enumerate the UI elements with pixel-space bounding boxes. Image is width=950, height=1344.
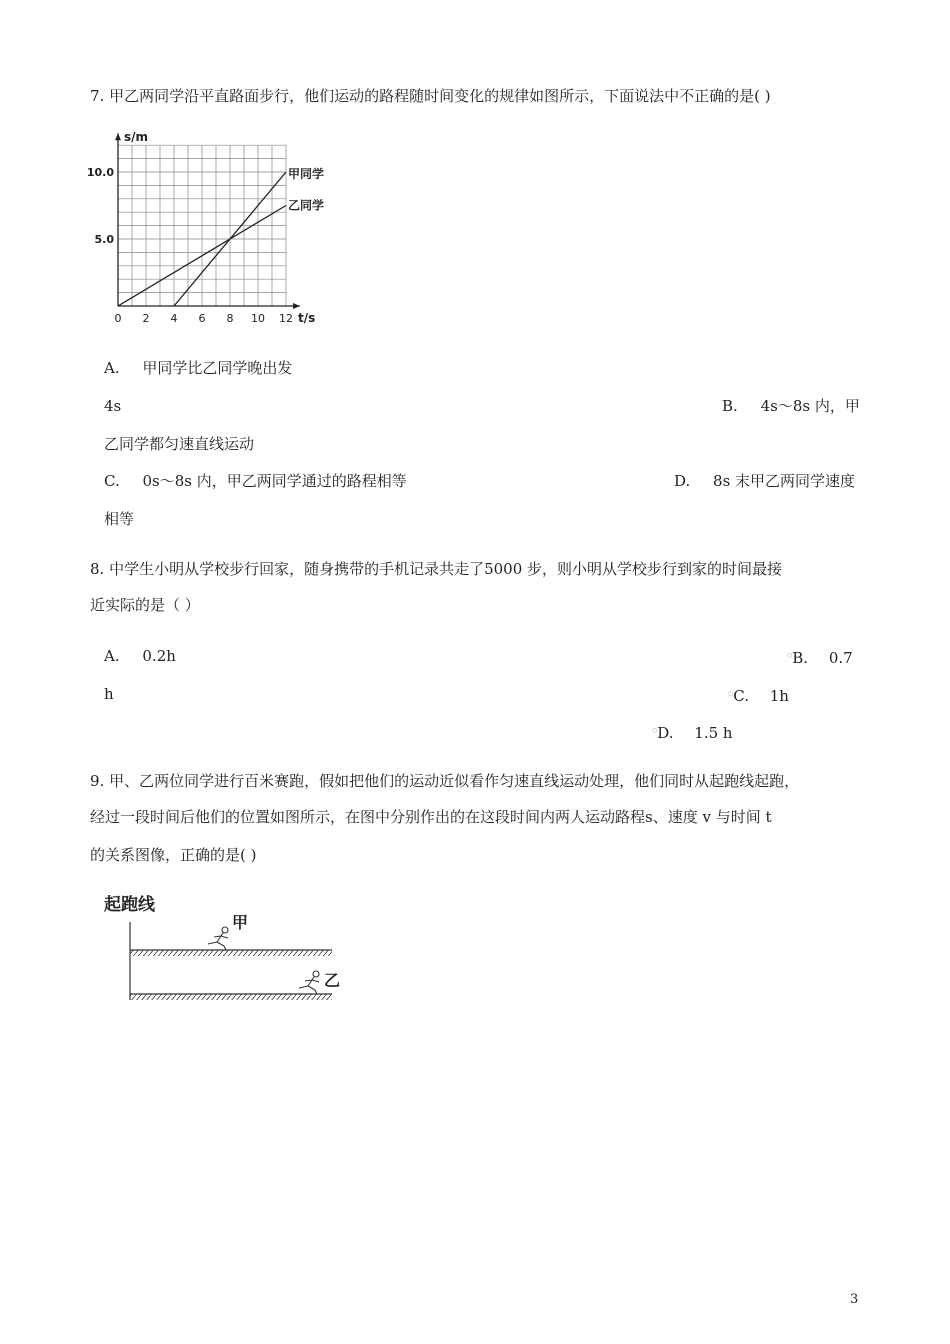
start-line-label: 起跑线 [104,895,155,915]
lane-1-hatch [130,950,332,956]
q7-option-d [674,471,855,491]
q7-st-chart [86,126,326,332]
x-axis-label: t/s [298,311,316,325]
runner-yi-label: 乙 [324,971,341,990]
q8-option-b-cont: h [104,685,114,703]
chart-grid [118,145,286,306]
option-text: 1h [769,687,789,705]
x-tick-label: 10 [251,312,265,325]
runner-jia-label: 甲 [232,913,249,932]
option-text: 4s～8s 内，甲 [760,397,860,415]
x-tick-label: 6 [198,312,206,325]
radio-marker-icon: ○ [728,690,734,697]
option-label: A. [104,647,120,665]
q7-option-c [104,471,407,491]
lane-2-hatch [130,994,332,1000]
q8-option-d [652,721,733,743]
q7-option-b [722,396,860,416]
q9-stem-line2: 经过一段时间后他们的位置如图所示，在图中分别作出的在这段时间内两人运动路程s、速度 v 与时间 t [90,808,772,826]
option-text: 1.5 h [694,724,733,742]
q8-option-b [787,646,853,668]
x-tick-label: 8 [226,312,234,325]
x-tick-label: 12 [279,312,293,325]
x-tick-label: 4 [170,312,178,325]
option-label: D. [674,472,691,490]
x-tick-label: 0 [114,312,122,325]
option-label: B. [792,649,809,667]
runner-yi-icon [299,971,319,994]
y-axis-arrow [115,133,121,140]
radio-marker-icon: ○ [787,652,793,659]
radio-marker-icon: ○ [652,727,658,734]
q9-stem-line1: 9. 甲、乙两位同学进行百米赛跑，假如把他们的运动近似看作匀速直线运动处理，他们同时从起跑线起跑， [90,772,800,790]
q8-stem-line1: 8. 中学生小明从学校步行回家，随身携带的手机记录共走了5000 步，则小明从学校步行到家的时间最接 [90,560,783,578]
option-label: C. [104,472,120,490]
option-text: 0s～8s 内，甲乙两同学通过的路程相等 [142,472,407,490]
option-label: D. [657,724,674,742]
series-label-jia: 甲同学 [288,167,325,181]
option-label: B. [722,397,738,415]
option-label: A. [104,359,120,377]
q8-option-a [104,646,176,666]
y-axis-label: s/m [124,130,149,145]
q7-option-a [104,358,292,378]
q7-option-d-cont: 相等 [104,510,135,528]
q7-option-b-cont: 乙同学都匀速直线运动 [104,435,255,453]
option-label: C. [733,687,749,705]
q7-stem: 7. 甲乙两同学沿平直路面步行，他们运动的路程随时间变化的规律如图所示，下面说法中不正确的是( ) [90,87,771,105]
x-tick-label: 2 [142,312,150,325]
runner-jia-icon [208,927,228,950]
q9-stem-line3: 的关系图像，正确的是( ) [90,846,257,864]
option-text: 甲同学比乙同学晚出发 [142,359,293,377]
y-tick-label: 5.0 [94,233,114,246]
page-number: 3 [850,1292,859,1307]
series-label-yi: 乙同学 [288,198,325,213]
option-text: 0.7 [828,649,853,667]
option-text: 8s 末甲乙两同学速度 [713,472,856,490]
q8-option-c [728,684,789,706]
q8-stem-line2: 近实际的是（ ） [90,596,200,614]
y-tick-label: 10.0 [86,166,114,179]
q7-option-a-cont: 4s [104,397,122,415]
option-text: 0.2h [142,647,176,665]
x-axis-arrow [293,303,300,309]
